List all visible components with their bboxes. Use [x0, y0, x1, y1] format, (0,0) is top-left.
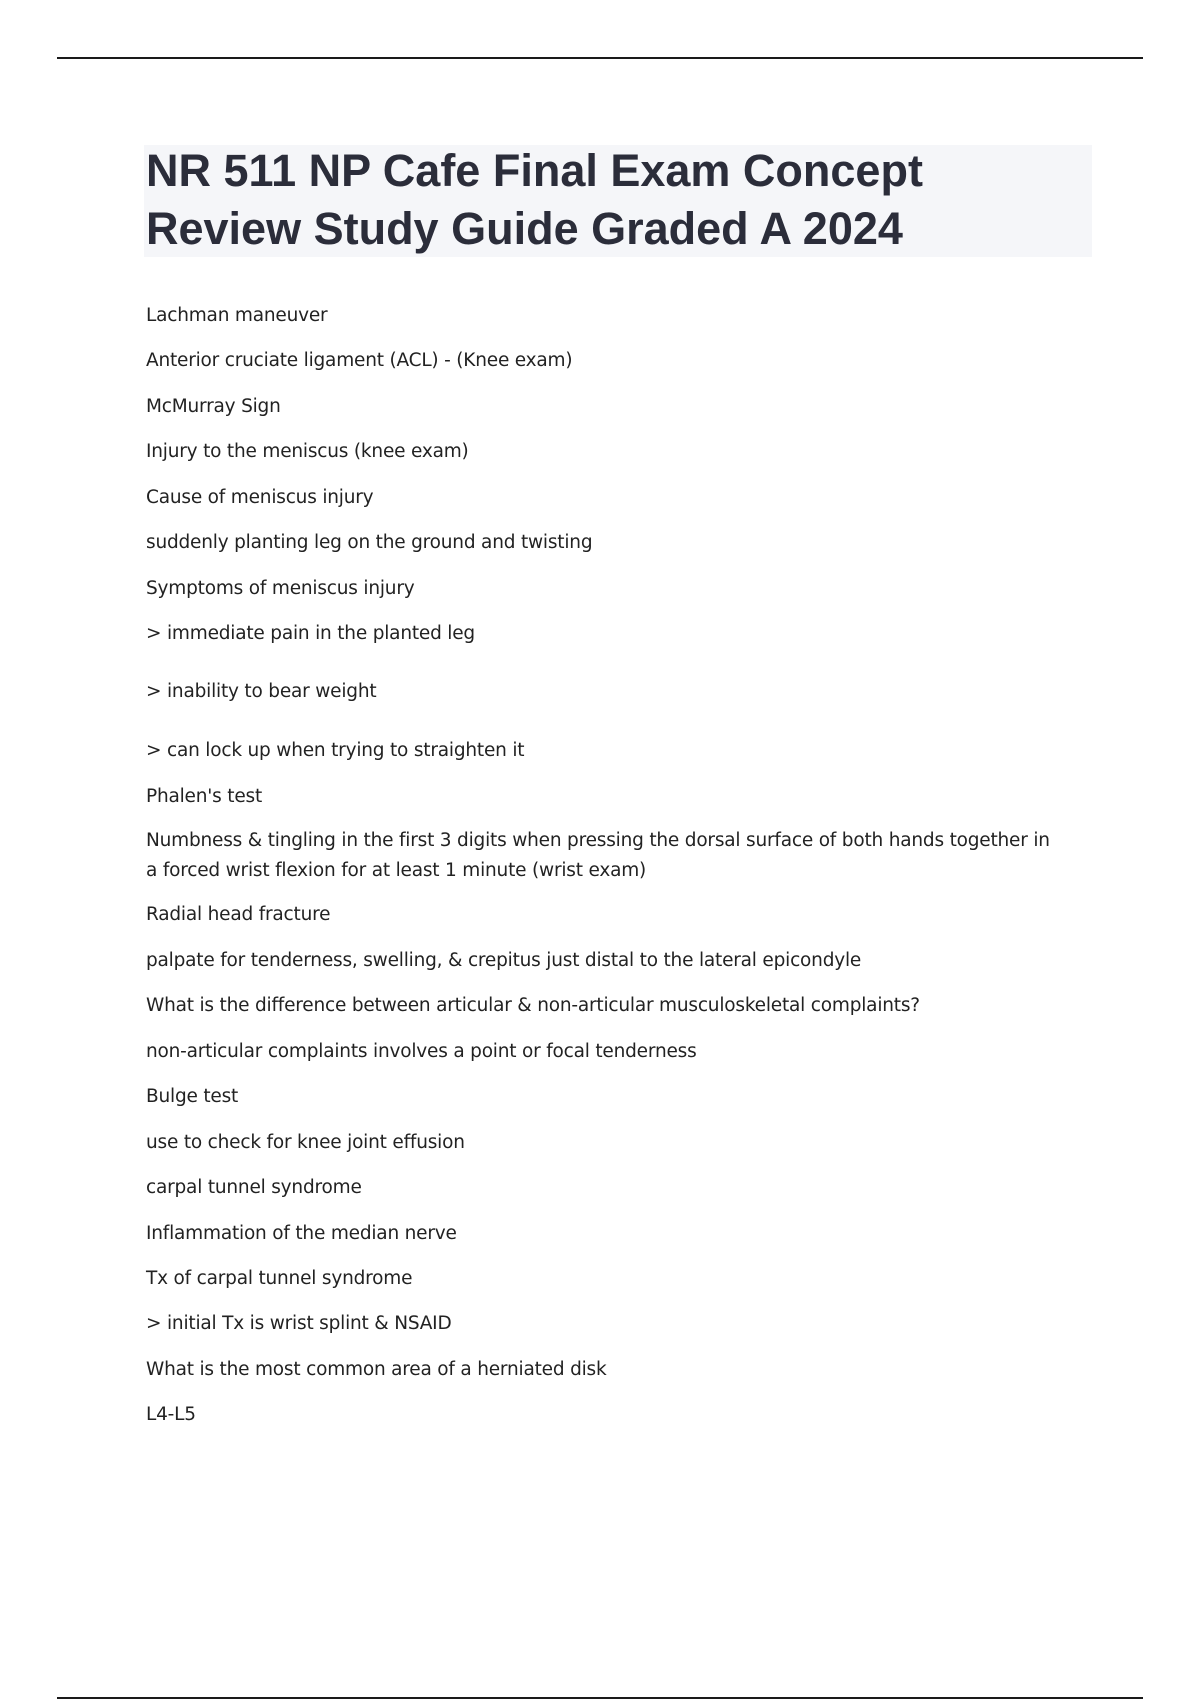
bullet-line: > inability to bear weight — [146, 681, 377, 702]
definition-line: Anterior cruciate ligament (ACL) - (Knee exam) — [146, 350, 573, 371]
term-line: carpal tunnel syndrome — [146, 1177, 362, 1198]
term-line: McMurray Sign — [146, 396, 281, 417]
footer-rule — [57, 1697, 1143, 1699]
term-line: What is the difference between articular & non-articular musculoskeletal complaints? — [146, 995, 920, 1016]
term-line: Tx of carpal tunnel syndrome — [146, 1268, 413, 1289]
term-line: Lachman maneuver — [146, 305, 328, 326]
bullet-line: > can lock up when trying to straighten it — [146, 740, 525, 761]
definition-line: L4-L5 — [146, 1404, 196, 1425]
term-line: Radial head fracture — [146, 904, 331, 925]
term-line: What is the most common area of a herniated disk — [146, 1359, 607, 1380]
term-line: Bulge test — [146, 1086, 239, 1107]
bullet-line: > initial Tx is wrist splint & NSAID — [146, 1313, 452, 1334]
term-line: Cause of meniscus injury — [146, 487, 374, 508]
definition-line: Inflammation of the median nerve — [146, 1223, 457, 1244]
definition-line: Numbness & tingling in the first 3 digits when pressing the dorsal surface of both hands together in a forced wrist flexion for at least 1 minute (wrist exam) — [146, 830, 1050, 881]
definition-line: non-articular complaints involves a point or focal tenderness — [146, 1041, 697, 1062]
definition-line: suddenly planting leg on the ground and twisting — [146, 532, 593, 553]
bullet-line: > immediate pain in the planted leg — [146, 623, 475, 644]
definition-line: use to check for knee joint effusion — [146, 1132, 465, 1153]
header-rule — [57, 57, 1143, 59]
term-line: Symptoms of meniscus injury — [146, 578, 415, 599]
definition-line: palpate for tenderness, swelling, & crepitus just distal to the lateral epicondyle — [146, 950, 862, 971]
document-title: NR 511 NP Cafe Final Exam Concept Review Study Guide Graded A 2024 — [146, 145, 923, 254]
term-line: Phalen's test — [146, 786, 262, 807]
definition-line: Injury to the meniscus (knee exam) — [146, 441, 469, 462]
